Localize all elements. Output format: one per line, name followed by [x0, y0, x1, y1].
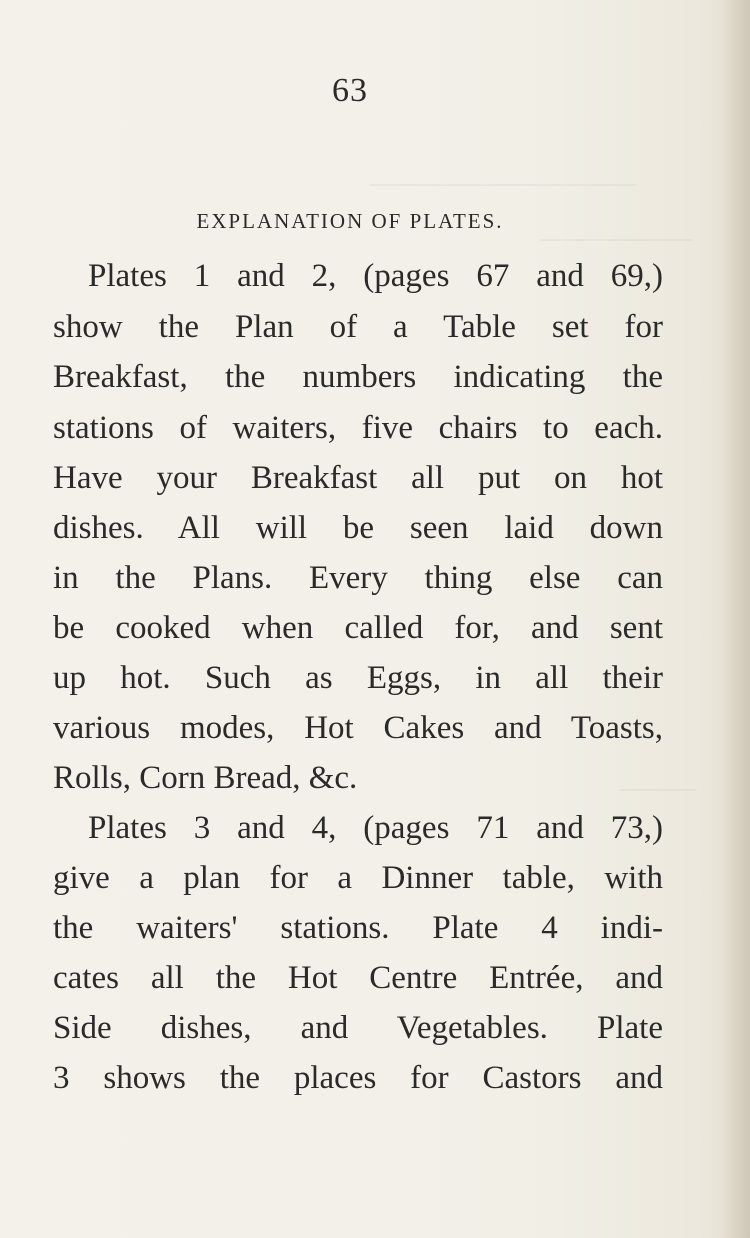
bleed-through-mark: ————	[540, 216, 692, 258]
text-line: Have your Breakfast all put on hot	[53, 460, 663, 496]
text-line: Rolls, Corn Bread, &c.	[53, 760, 358, 796]
bleed-through-mark: ——	[620, 766, 696, 808]
text-line: Plates 3 and 4, (pages 71 and 73,)	[88, 810, 663, 846]
text-line: Breakfast, the numbers indicating the	[53, 359, 663, 395]
text-line: Side dishes, and Vegetables. Plate	[53, 1010, 663, 1046]
page-number: 63	[332, 72, 368, 109]
section-heading: EXPLANATION OF PLATES.	[196, 209, 504, 233]
text-line: show the Plan of a Table set for	[53, 309, 663, 345]
page-edge-shadow	[720, 0, 750, 1238]
text-line: be cooked when called for, and sent	[53, 610, 663, 646]
text-line: give a plan for a Dinner table, with	[53, 860, 663, 896]
text-line: dishes. All will be seen laid down	[53, 510, 663, 546]
text-line: up hot. Such as Eggs, in all their	[53, 660, 663, 696]
bleed-through-mark: ———————	[370, 161, 636, 203]
text-line: Plates 1 and 2, (pages 67 and 69,)	[88, 258, 663, 294]
text-line: in the Plans. Every thing else can	[53, 560, 663, 596]
text-line: the waiters' stations. Plate 4 indi-	[53, 910, 663, 946]
text-line: 3 shows the places for Castors and	[53, 1060, 663, 1096]
text-line: stations of waiters, five chairs to each.	[53, 410, 663, 446]
text-line: various modes, Hot Cakes and Toasts,	[53, 710, 663, 746]
text-line: cates all the Hot Centre Entrée, and	[53, 960, 663, 996]
